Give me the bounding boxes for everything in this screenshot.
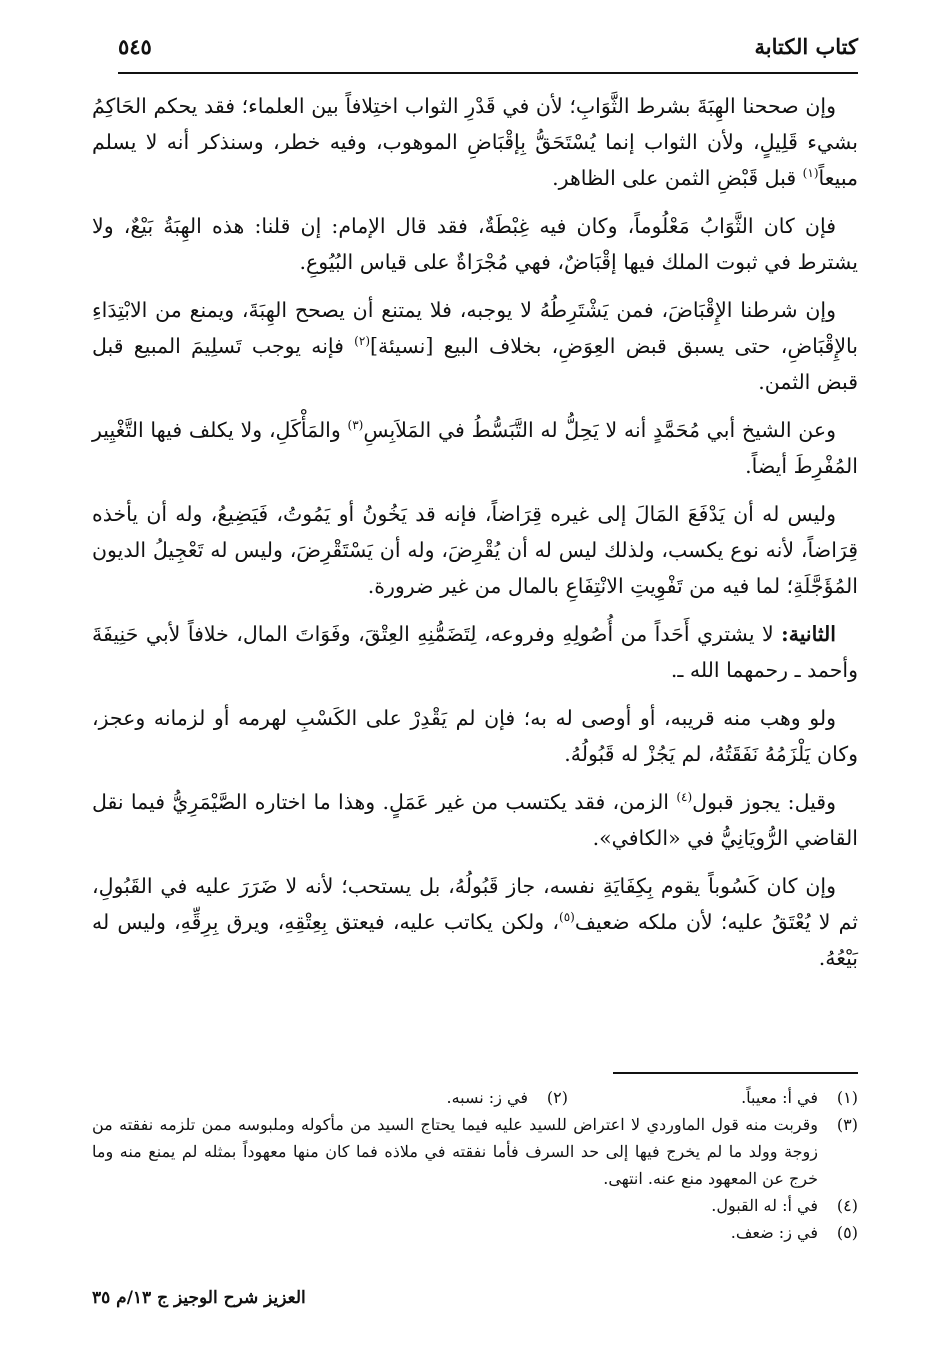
paragraph-3 (92, 292, 858, 400)
main-text (92, 88, 858, 988)
paragraph-text: وليس له أن يَدْفَعَ المَالَ إلى غيره قِرَاضاً، فإنه قد يَخُونُ أو يَمُوتُ، فَيَضِيعُ، وله أن يأخذه قِرَاضاً، لأنه نوع يكسب، ولذلك ليس له أن يُقْرِضَ، وله أن يَسْتَقْرِضَ، وليس له تَعْجِيلُ الديون المُؤَجَّلَةِ؛ لما فيه من تَفْوِيتِ الانْتِفَاعِ بالمال من غير ضرورة. (92, 502, 858, 598)
paragraph-5 (92, 496, 858, 604)
footnote-ref-1: (١) (802, 166, 819, 181)
footnote-4 (92, 1192, 858, 1219)
footnote-ref-4: (٤) (676, 790, 693, 805)
paragraph-text: فإنه يوجب تَسلِيمَ المبيع قبل قبض الثمن. (92, 334, 858, 394)
paragraph-text: ، ولكن يكاتب عليه، فيعتق بِعِتْقِهِ، ويرق بِرِقِّهِ، وليس له بَيْعُهُ. (92, 910, 858, 970)
footnote-number: (٢) (546, 1088, 568, 1107)
paragraph-text: لا يشتري أَحَداً من أُصُولِهِ وفروعه، لِتَضَمُّنِهِ العِتْقَ، وفَوَاتَ المال، خلافاً لأبي حَنِيفَةَ وأحمد ـ رحمهما الله ـ. (92, 622, 858, 682)
footnote-pair-row (92, 1084, 858, 1111)
paragraph-4 (92, 412, 858, 484)
paragraph-text: وقيل: يجوز قبول (692, 790, 836, 814)
section-lead: الثانية: (781, 622, 836, 646)
paragraph-7 (92, 700, 858, 772)
footnote-text: في ز: نسبه. (446, 1088, 528, 1107)
footnotes (92, 1084, 858, 1246)
page-header (118, 30, 858, 74)
paragraph-text: قبل قَبْضِ الثمن على الظاهر. (552, 166, 803, 190)
paragraph-text: فإن كان الثَّوَابُ مَعْلُوماً، وكان فيه غِبْطَةٌ، فقد قال الإمام: إن قلنا: هذه الهِبَةُ بَيْعٌ، ولا يشترط في ثبوت الملك فيها إقْبَاضٌ، فهي مُجْرَاةٌ على قياس البُيُوعِ. (92, 214, 858, 274)
footnote-text: وقربت منه قول الماوردي لا اعتراض للسيد عليه فيما يحتاج السيد من مأكوله وملبوسه ممن تلزمه نفقته من زوجة وولد ما لم يخرج فيها إلى حد السرف فأما نفقته في ملاذه فما كان منها معهوداً بمثله لم يمنع منه وما خرج عن المعهود منع عنه. انتهى. (92, 1115, 818, 1188)
footer-signature: العزيز شرح الوجيز ج ١٣/م ٣٥ (92, 1288, 306, 1308)
footnote-1 (568, 1084, 858, 1111)
paragraph-text: الزمن، فقد يكتسب من غير عَمَلٍ. وهذا ما اختاره الصَّيْمَرِيُّ فيما نقل القاضي الرُّويَانِيُّ في «الكافي». (92, 790, 858, 850)
paragraph-6 (92, 616, 858, 688)
paragraph-text: وإن صححنا الهِبَةَ بشرط الثَّوَابِ؛ لأن في قَدْرِ الثواب اختِلافاً بين العلماء؛ فقد يحكم الحَاكِمُ بشيء قَلِيلٍ، ولأن الثواب إنما يُسْتَحَقُّ بِإقْبَاضِ الموهوب، وفيه خطر، وسنذكر أنه لا يسلم مبيعاً (92, 94, 858, 190)
page-number: ٥٤٥ (118, 34, 152, 59)
paragraph-1 (92, 88, 858, 196)
page-footer (92, 1288, 858, 1308)
footnote-number: (٣) (836, 1115, 858, 1134)
footnote-2 (278, 1084, 568, 1111)
footnote-ref-3: (٣) (347, 418, 364, 433)
paragraph-text: وإن شرطنا الإِقْبَاضَ، فمن يَشْتَرِطُهُ لا يوجبه، فلا يمتنع أن يصحح الهِبَةَ، ويمنع من الابْتِدَاءِ بالإِقْبَاضِ، حتى يسبق قبض العِوَضِ، بخلاف البيع [نسيئة] (92, 298, 858, 358)
footnote-text: في أ: له القبول. (711, 1196, 818, 1215)
paragraph-text: وإن كان كَسُوباً يقوم بِكِفَايَةِ نفسه، جاز قَبُولُهُ، بل يستحب؛ لأنه لا ضَرَرَ عليه في القَبُولِ، ثم لا يُعْتَقُ عليه؛ لأن ملكه ضعيف (92, 874, 858, 934)
paragraph-text: وعن الشيخ أبي مُحَمَّدٍ أنه لا يَحِلُّ له التَّبَسُّطُ في المَلاَبِسِ (363, 418, 836, 442)
footnote-ref-5: (٥) (559, 910, 575, 925)
paragraph-2 (92, 208, 858, 280)
footnote-number: (١) (836, 1088, 858, 1107)
paragraph-9 (92, 868, 858, 976)
footnote-text: في أ: معيباً. (741, 1088, 818, 1107)
footnote-3 (92, 1111, 858, 1192)
footnote-ref-2: (٢) (354, 334, 370, 349)
footnote-text: في ز: ضعف. (730, 1223, 818, 1242)
paragraph-text: والمَأْكَلِ، ولا يكلف فيها التَّغْيِير المُفْرِطَ أيضاً. (92, 418, 858, 478)
footnote-divider (613, 1072, 858, 1074)
paragraph-text: ولو وهب منه قريبه، أو أوصى له به؛ فإن لم يَقْدِرْ على الكَسْبِ لهرمه أو لزمانه وعجز، وكان يَلْزَمُهُ نَفَقَتُهُ، لم يَجُزْ له قَبُولُهُ. (92, 706, 858, 766)
footnote-number: (٤) (836, 1196, 858, 1215)
paragraph-8 (92, 784, 858, 856)
footnote-5 (92, 1219, 858, 1246)
book-title: كتاب الكتابة (754, 34, 858, 59)
footnote-number: (٥) (836, 1223, 858, 1242)
